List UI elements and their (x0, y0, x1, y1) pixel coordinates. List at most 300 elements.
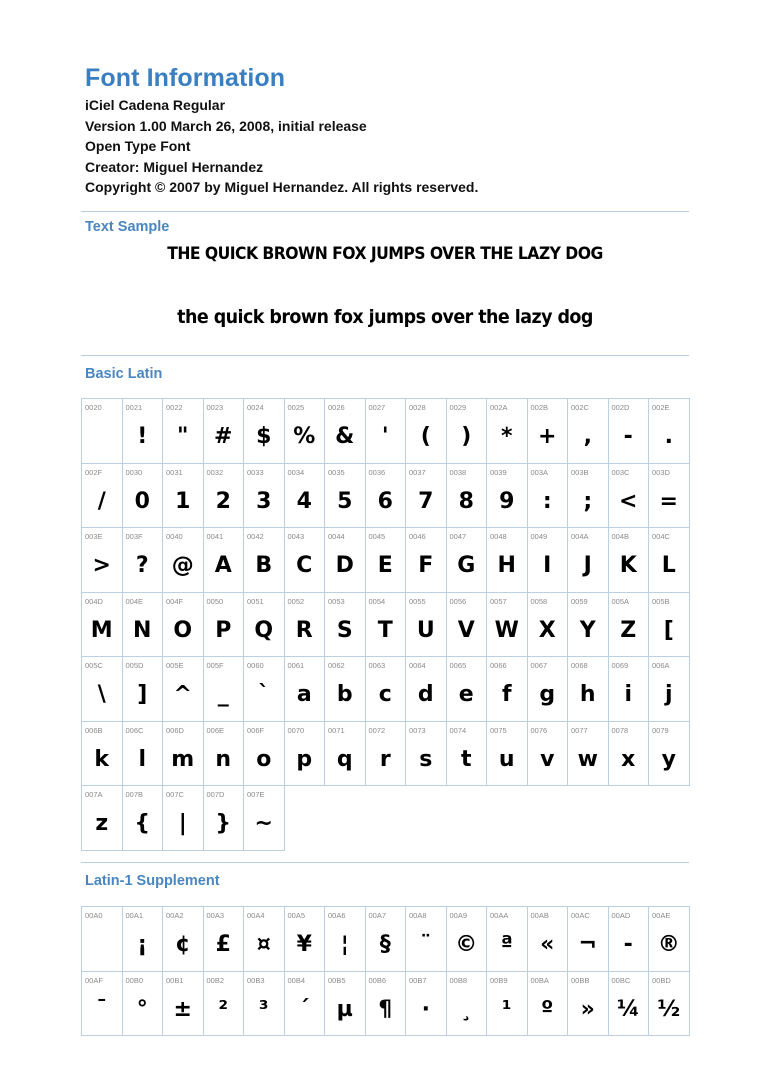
glyph: f (501, 682, 512, 707)
glyph: \ (97, 682, 106, 707)
glyph-cell (365, 657, 406, 722)
codepoint-label: 0075 (490, 725, 507, 735)
glyph-cell (244, 721, 285, 786)
table-row (82, 786, 690, 851)
glyph-cell (203, 657, 244, 722)
codepoint-label: 0071 (328, 725, 345, 735)
glyph-cell (649, 528, 690, 593)
glyph: ¯ (96, 996, 108, 1022)
basic-latin-table (81, 398, 690, 851)
codepoint-label: 002E (652, 403, 670, 412)
codepoint-label: 00B4 (287, 975, 306, 985)
glyph: y (661, 746, 676, 772)
codepoint-label: 0069 (611, 661, 629, 670)
glyph: I (543, 553, 552, 578)
glyph-cell (527, 657, 568, 722)
glyph: B (255, 553, 273, 578)
codepoint-label: 0026 (328, 403, 345, 412)
codepoint-label: 0059 (571, 596, 588, 606)
glyph-cell (487, 907, 528, 972)
glyph-cell (487, 721, 528, 786)
codepoint-label: 00BA (530, 975, 549, 985)
glyph: + (538, 424, 557, 449)
glyph: µ (336, 996, 353, 1022)
glyph: : (542, 488, 552, 514)
codepoint-label: 0063 (368, 661, 386, 670)
codepoint-label: 0079 (652, 725, 669, 735)
glyph-cell (325, 463, 366, 528)
codepoint-label: 003D (652, 467, 670, 477)
glyph-cell (122, 907, 163, 972)
codepoint-label: 0021 (125, 403, 143, 412)
glyph: ` (258, 682, 270, 707)
codepoint-label: 007B (125, 790, 144, 799)
codepoint-label: 0030 (125, 467, 143, 477)
codepoint-label: 0044 (328, 532, 345, 541)
codepoint-label: 00A2 (166, 911, 184, 920)
codepoint-label: 00AD (611, 911, 631, 920)
glyph: ) (461, 424, 472, 449)
glyph-cell (527, 907, 568, 972)
empty-cell (325, 786, 366, 851)
codepoint-label: 0067 (530, 661, 548, 670)
codepoint-label: 007D (206, 790, 225, 799)
glyph-cell (325, 907, 366, 972)
glyph: s (419, 746, 433, 772)
font-name: iCiel Cadena Regular (85, 97, 226, 113)
section-heading-text-sample: Text Sample (85, 219, 170, 235)
glyph-cell (163, 592, 204, 657)
codepoint-label: 0034 (287, 467, 305, 477)
codepoint-label: 006B (85, 725, 103, 735)
codepoint-label: 0048 (490, 532, 507, 541)
empty-cell (406, 786, 447, 851)
codepoint-label: 0033 (247, 467, 264, 477)
glyph: ¨ (420, 932, 432, 957)
codepoint-label: 00B2 (206, 975, 225, 985)
glyph-cell (325, 399, 366, 464)
codepoint-label: 00AF (85, 975, 103, 985)
page-title: Font Information (85, 64, 286, 92)
glyph: V (457, 617, 475, 643)
glyph-cell (122, 721, 163, 786)
glyph-cell (82, 399, 123, 464)
glyph: ® (657, 932, 680, 957)
table-row (82, 528, 690, 593)
codepoint-label: 003B (571, 467, 589, 477)
glyph-cell (122, 463, 163, 528)
glyph-cell (244, 657, 285, 722)
glyph-cell (446, 657, 487, 722)
codepoint-label: 002D (611, 403, 630, 412)
glyph: * (500, 424, 513, 449)
codepoint-label: 0039 (490, 467, 507, 477)
glyph-cell (608, 463, 649, 528)
table-row (82, 399, 690, 464)
glyph: T (377, 617, 393, 643)
table-row (82, 907, 690, 972)
codepoint-label: 003E (85, 532, 103, 541)
codepoint-label: 005F (206, 661, 224, 670)
codepoint-label: 0036 (368, 467, 386, 477)
glyph: d (417, 682, 434, 707)
glyph-cell (487, 463, 528, 528)
codepoint-label: 00A6 (328, 911, 346, 920)
glyph-cell (365, 721, 406, 786)
empty-cell (446, 786, 487, 851)
glyph: v (540, 746, 555, 772)
codepoint-label: 006C (125, 725, 144, 735)
glyph: ° (136, 996, 148, 1022)
glyph-cell (325, 657, 366, 722)
glyph-cell (163, 971, 204, 1036)
glyph: ª (500, 932, 513, 957)
glyph-cell (82, 907, 123, 972)
glyph: ~ (254, 811, 273, 836)
glyph: j (664, 682, 673, 707)
codepoint-label: 006D (166, 725, 184, 735)
glyph: F (418, 553, 434, 578)
codepoint-label: 0027 (368, 403, 386, 412)
glyph-cell (406, 971, 447, 1036)
glyph: x (621, 746, 636, 772)
glyph-cell (284, 463, 325, 528)
glyph: ¡ (137, 932, 148, 957)
glyph: ¶ (378, 996, 393, 1022)
codepoint-label: 004E (125, 596, 144, 606)
codepoint-label: 004F (166, 596, 184, 606)
codepoint-label: 0054 (368, 596, 386, 606)
codepoint-label: 004B (611, 532, 630, 541)
glyph-cell (608, 971, 649, 1036)
glyph: @ (171, 553, 194, 578)
codepoint-label: 0062 (328, 661, 345, 670)
glyph: m (171, 746, 195, 772)
glyph: > (92, 553, 111, 578)
codepoint-label: 005B (652, 596, 670, 606)
glyph-cell (82, 971, 123, 1036)
codepoint-label: 0046 (409, 532, 426, 541)
table-row (82, 657, 690, 722)
codepoint-label: 0032 (206, 467, 224, 477)
glyph-cell (365, 907, 406, 972)
codepoint-label: 005C (85, 661, 103, 670)
latin1-supplement-table (81, 906, 690, 1036)
glyph: ; (583, 488, 593, 514)
codepoint-label: 0031 (166, 467, 183, 477)
glyph-cell (568, 592, 609, 657)
glyph: < (619, 488, 638, 514)
glyph: J (583, 553, 592, 578)
glyph: [ (663, 617, 674, 643)
glyph: G (457, 553, 476, 578)
glyph-cell (446, 971, 487, 1036)
codepoint-label: 0040 (166, 532, 183, 541)
glyph-cell (406, 528, 447, 593)
glyph-cell (82, 528, 123, 593)
glyph: } (215, 811, 232, 836)
codepoint-label: 0064 (409, 661, 426, 670)
glyph-cell (406, 657, 447, 722)
glyph: · (421, 996, 430, 1022)
glyph-cell (244, 592, 285, 657)
glyph: U (416, 617, 435, 643)
codepoint-label: 0023 (206, 403, 224, 412)
glyph-cell (649, 907, 690, 972)
codepoint-label: 0037 (409, 467, 426, 477)
glyph-cell (244, 786, 285, 851)
glyph-cell (649, 592, 690, 657)
glyph: l (138, 746, 147, 772)
glyph-cell (406, 592, 447, 657)
codepoint-label: 00AE (652, 911, 671, 920)
glyph: X (538, 617, 556, 643)
glyph: ¼ (616, 996, 640, 1022)
glyph-cell (82, 786, 123, 851)
glyph: D (335, 553, 354, 578)
font-version: Version 1.00 March 26, 2008, initial release (85, 117, 367, 134)
glyph-cell (527, 463, 568, 528)
section-heading-basic-latin: Basic Latin (85, 366, 163, 382)
glyph: £ (215, 932, 231, 957)
glyph-cell (365, 528, 406, 593)
glyph-cell (82, 592, 123, 657)
codepoint-label: 0055 (409, 596, 426, 606)
codepoint-label: 00BD (652, 975, 671, 985)
glyph-cell (203, 786, 244, 851)
codepoint-label: 0049 (530, 532, 548, 541)
empty-cell (284, 786, 325, 851)
glyph: O (173, 617, 193, 643)
divider (81, 862, 689, 863)
codepoint-label: 003F (125, 532, 143, 541)
glyph-cell (284, 971, 325, 1036)
glyph-cell (487, 657, 528, 722)
glyph: ¬ (578, 932, 597, 957)
glyph: Z (620, 617, 637, 643)
glyph-cell (446, 463, 487, 528)
glyph: $ (256, 424, 272, 449)
codepoint-label: 00A8 (409, 911, 427, 920)
glyph: ¸ (460, 996, 472, 1022)
codepoint-label: 0052 (287, 596, 305, 606)
glyph: ´ (298, 996, 310, 1022)
codepoint-label: 004A (571, 532, 589, 541)
glyph-cell (608, 721, 649, 786)
codepoint-label: 003A (530, 467, 549, 477)
glyph: g (539, 682, 556, 707)
divider (81, 211, 689, 212)
glyph-cell (568, 463, 609, 528)
font-type: Open Type Font (85, 138, 191, 155)
glyph: ¢ (175, 932, 191, 957)
codepoint-label: 0029 (449, 403, 467, 412)
glyph-cell (365, 463, 406, 528)
codepoint-label: 00BC (611, 975, 631, 985)
glyph: / (97, 488, 106, 514)
glyph-cell (284, 721, 325, 786)
glyph: # (214, 424, 233, 449)
codepoint-label: 0078 (611, 725, 629, 735)
glyph-cell (608, 657, 649, 722)
glyph-cell (649, 721, 690, 786)
glyph-cell (608, 907, 649, 972)
empty-cell (608, 786, 649, 851)
codepoint-label: 002C (571, 403, 589, 412)
glyph-cell (163, 786, 204, 851)
glyph: e (458, 682, 474, 707)
glyph: © (455, 932, 478, 957)
glyph: ¥ (296, 932, 312, 957)
glyph: & (335, 424, 355, 449)
glyph: 6 (377, 488, 393, 514)
codepoint-label: 0050 (206, 596, 224, 606)
codepoint-label: 002B (530, 403, 549, 412)
glyph-cell (365, 399, 406, 464)
glyph: L (661, 553, 676, 578)
glyph-cell (203, 907, 244, 972)
section-heading-latin1: Latin-1 Supplement (85, 873, 220, 889)
glyph-cell (284, 399, 325, 464)
glyph: H (497, 553, 516, 578)
glyph-cell (527, 399, 568, 464)
codepoint-label: 0020 (85, 403, 102, 412)
codepoint-label: 00B0 (125, 975, 144, 985)
glyph: " (177, 424, 189, 449)
glyph-cell (527, 721, 568, 786)
divider (81, 355, 689, 356)
glyph-cell (446, 528, 487, 593)
glyph: « (540, 932, 555, 957)
glyph-cell (406, 463, 447, 528)
glyph-cell (608, 528, 649, 593)
glyph-cell (365, 592, 406, 657)
glyph: ! (137, 424, 148, 449)
table-row (82, 971, 690, 1036)
glyph: ] (137, 682, 148, 707)
codepoint-label: 0025 (287, 403, 305, 412)
glyph: - (623, 932, 633, 957)
codepoint-label: 00A0 (85, 911, 103, 920)
glyph-cell (325, 528, 366, 593)
glyph-cell (649, 399, 690, 464)
glyph-cell (122, 399, 163, 464)
glyph-cell (203, 463, 244, 528)
glyph: ? (135, 553, 149, 578)
glyph-cell (649, 971, 690, 1036)
glyph: % (293, 424, 316, 449)
glyph: q (336, 746, 353, 772)
codepoint-label: 0047 (449, 532, 467, 541)
sample-lowercase: the quick brown fox jumps over the lazy dog (177, 306, 593, 328)
glyph: R (295, 617, 313, 643)
glyph-cell (82, 657, 123, 722)
glyph: M (90, 617, 113, 643)
empty-cell (365, 786, 406, 851)
codepoint-label: 00B8 (449, 975, 468, 985)
codepoint-label: 005D (125, 661, 144, 670)
glyph-cell (365, 971, 406, 1036)
glyph: Y (579, 617, 596, 643)
glyph-cell (568, 907, 609, 972)
codepoint-label: 007A (85, 790, 103, 799)
codepoint-label: 003C (611, 467, 630, 477)
codepoint-label: 0038 (449, 467, 467, 477)
glyph: ½ (657, 996, 681, 1022)
glyph: 1 (175, 488, 191, 514)
codepoint-label: 00B7 (409, 975, 427, 985)
glyph: a (296, 682, 312, 707)
font-creator: Creator: Miguel Hernandez (85, 158, 264, 175)
codepoint-label: 006F (247, 725, 265, 735)
codepoint-label: 004D (85, 596, 103, 606)
glyph: | (178, 811, 187, 836)
codepoint-label: 00B9 (490, 975, 508, 985)
glyph: » (580, 996, 595, 1022)
sample-uppercase: THE QUICK BROWN FOX JUMPS OVER THE LAZY DOG (167, 244, 603, 264)
glyph: § (379, 932, 391, 957)
glyph-cell (203, 721, 244, 786)
glyph-cell (203, 528, 244, 593)
glyph-cell (608, 592, 649, 657)
glyph: u (498, 746, 515, 772)
glyph: P (215, 617, 232, 643)
codepoint-label: 0022 (166, 403, 183, 412)
glyph-cell (203, 971, 244, 1036)
glyph-cell (163, 528, 204, 593)
glyph-cell (608, 399, 649, 464)
codepoint-label: 0058 (530, 596, 548, 606)
glyph-cell (568, 657, 609, 722)
glyph: b (336, 682, 353, 707)
glyph-cell (284, 528, 325, 593)
glyph-cell (568, 399, 609, 464)
glyph: o (256, 746, 272, 772)
glyph: p (296, 746, 313, 772)
codepoint-label: 00AC (571, 911, 590, 920)
glyph-cell (487, 528, 528, 593)
glyph: S (336, 617, 353, 643)
glyph: = (659, 488, 678, 514)
glyph-cell (568, 971, 609, 1036)
glyph: 5 (337, 488, 353, 514)
codepoint-label: 0077 (571, 725, 588, 735)
empty-cell (649, 786, 690, 851)
glyph-cell (284, 907, 325, 972)
codepoint-label: 0074 (449, 725, 467, 735)
empty-cell (527, 786, 568, 851)
glyph-cell (568, 528, 609, 593)
codepoint-label: 0057 (490, 596, 507, 606)
glyph-cell (244, 907, 285, 972)
glyph: ² (218, 996, 229, 1022)
glyph: ^ (173, 682, 192, 707)
glyph: ¦ (340, 932, 349, 957)
codepoint-label: 00A5 (287, 911, 306, 920)
glyph: h (579, 682, 596, 707)
codepoint-label: 006E (206, 725, 225, 735)
codepoint-label: 00B1 (166, 975, 184, 985)
glyph: E (377, 553, 393, 578)
glyph: _ (217, 682, 229, 707)
glyph: W (494, 617, 519, 643)
glyph-cell (122, 786, 163, 851)
codepoint-label: 0073 (409, 725, 426, 735)
glyph-cell (244, 971, 285, 1036)
glyph-cell (122, 528, 163, 593)
glyph-cell (163, 907, 204, 972)
glyph-cell (527, 971, 568, 1036)
